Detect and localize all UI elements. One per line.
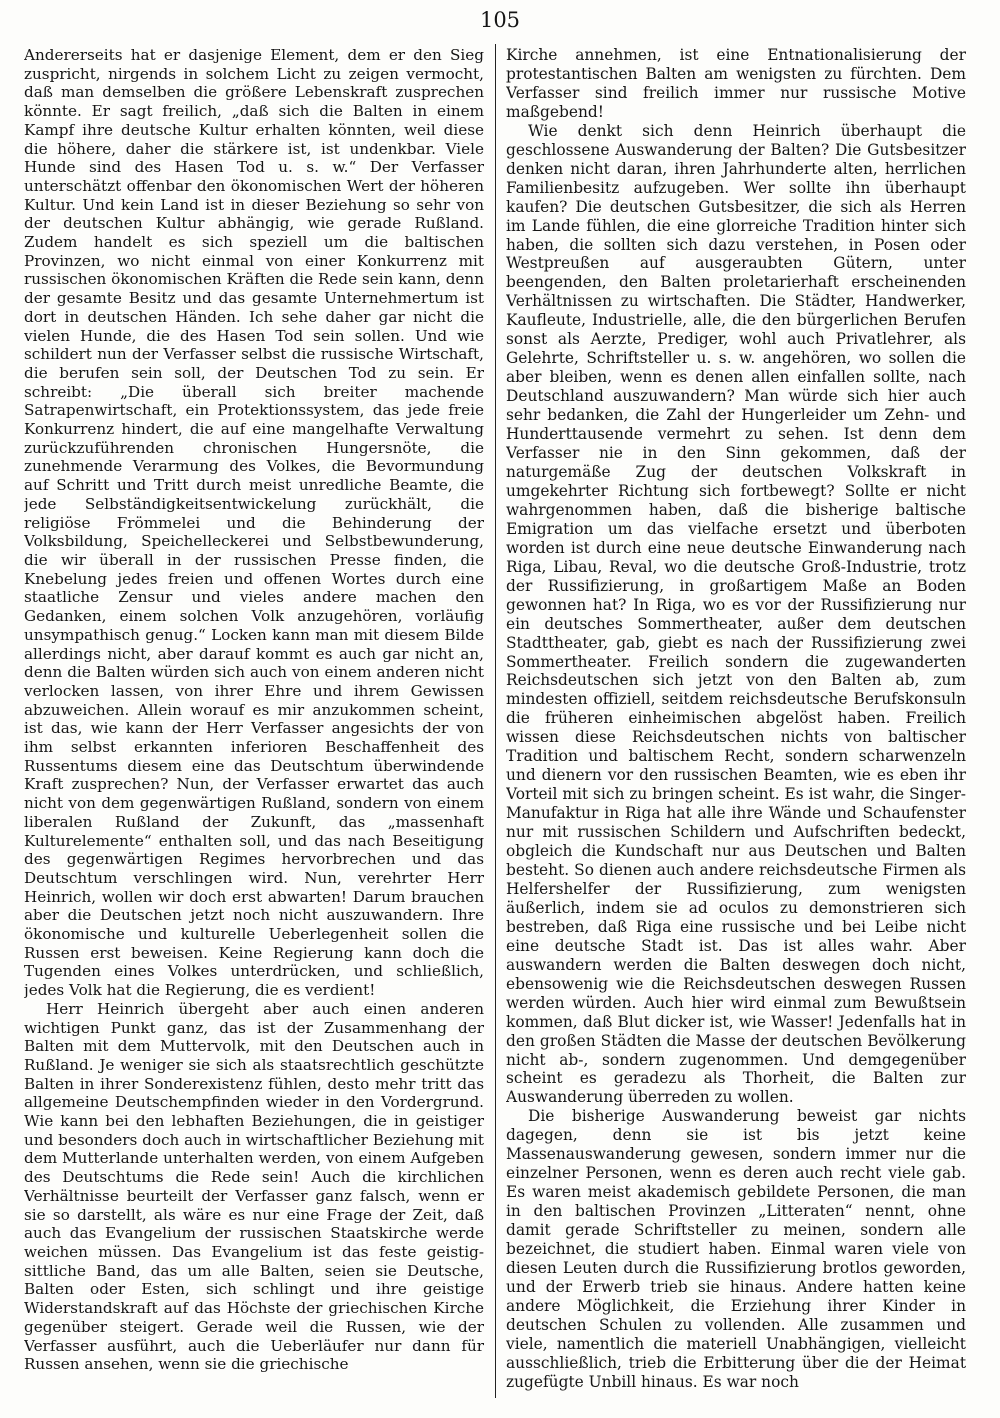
paragraph: Kirche annehmen, ist eine Entnationalisierung der protestantischen Balten am wenigsten zu fürchten. Dem Verfasser sind freilich immer nur russische Motive maßgebend! — [506, 46, 966, 121]
paragraph: Die bisherige Auswanderung beweist gar nichts dagegen, denn sie ist bis jetzt keine Massenauswanderung gewesen, sondern immer nur die einzelner Personen, wenn es deren auch recht viele gab. Es waren meist akademisch gebildete Personen, die man in den baltischen Provinzen „Litteraten“ nennt, ohne damit gerade Schriftsteller zu meinen, sondern alle bezeichnet, die studiert haben. Einmal waren viele von diesen Leuten durch die Russifizierung brotlos geworden, und der Erwerb trieb sie hinaus. Andere hatten keine andere Möglichkeit, die Erziehung ihrer Kinder in deutschen Schulen zu vollenden. Alle zusammen und viele, namentlich die materiell Unabhängigen, vielleicht ausschließlich, trieb die Erbitterung über die der Heimat zugefügte Unbill hinaus. Es war noch — [506, 1107, 966, 1391]
paragraph: Wie denkt sich denn Heinrich überhaupt die geschlossene Auswanderung der Balten? Die Gutsbesitzer denken nicht daran, ihren Jahrhunderte alten, herrlichen Familienbesitz aufzugeben. Wer sollte ihn überhaupt kaufen? Die deutschen Gutsbesitzer, die sich als Herren im Lande fühlen, die eine glorreiche Tradition hinter sich haben, die sollten sich dazu verstehen, in Posen oder Westpreußen auf ausgeraubten Gütern, unter beengenden, den Balten proletarierhaft erscheinenden Verhältnissen zu wirtschaften. Die Städter, Handwerker, Kaufleute, Industrielle, alle, die den bürgerlichen Berufen sonst als Aerzte, Prediger, wohl auch Privatlehrer, als Gelehrte, Schriftsteller u. s. w. angehören, wo sollen die aber bleiben, wenn es denen allen einfallen sollte, nach Deutschland auszuwandern? Man würde sich hier auch sehr bedanken, die Zahl der Hungerleider um Zehn- und Hunderttausende vermehrt zu sehen. Ist denn dem Verfasser nie in den Sinn gekommen, daß der naturgemäße Zug der deutschen Volkskraft in umgekehrter Richtung sich fortbewegt? Sollte er nicht wahrgenommen haben, daß die bisherige baltische Emigration um das vielfache ersetzt und überboten worden ist durch eine neue deutsche Einwanderung nach Riga, Libau, Reval, wo die deutsche Groß-Industrie, trotz der Russifizierung, in großartigem Maße an Boden gewonnen hat? In Riga, wo es vor der Russifizierung nur ein deutsches Sommertheater, außer dem deutschen Stadttheater, gab, giebt es nach der Russifizierung zwei Sommertheater. Freilich sondern die zugewanderten Reichsdeutschen sich jetzt von den Balten ab, zum mindesten offiziell, seitdem reichsdeutsche Berufskonsuln die früheren einheimischen abgelöst haben. Freilich wissen diese Reichsdeutschen nichts von baltischer Tradition und baltischem Recht, sondern scharwenzeln und dienern vor den russischen Beamten, wie es eben ihr Vorteil mit sich zu bringen scheint. Es ist wahr, die Singer-Manufaktur in Riga hat alle ihre Wände und Schaufenster nur mit russischen Schildern und Aufschriften bedeckt, obgleich die Kundschaft nur aus Deutschen und Balten besteht. So dienen auch andere reichsdeutsche Firmen als Helfershelfer der Russifizierung, zum wenigsten äußerlich, indem sie ad oculos zu demonstrieren sich bestreben, daß Riga eine russische und bei Leibe nicht eine deutsche Stadt ist. Das ist alles wahr. Aber auswandern werden die Balten deswegen doch nicht, ebensowenig wie die Reichsdeutschen deswegen Russen werden würden. Auch hier wird einmal zum Bewußtsein kommen, daß Blut dicker ist, wie Wasser! Jedenfalls hat in den großen Städten die Masse der deutschen Bevölkerung nicht ab-, sondern zugenommen. Und demgegenüber scheint es geradezu als Thorheit, die Balten zur Auswanderung überreden zu wollen. — [506, 121, 966, 1107]
paragraph: Herr Heinrich übergeht aber auch einen anderen wichtigen Punkt ganz, das ist der Zusammenhang der Balten mit dem Muttervolk, mit den Deutschen auch in Rußland. Je weniger sie sich als staatsrechtlich geschützte Balten in ihrer Sonderexistenz fühlen, desto mehr tritt das allgemeine Deutschempfinden wieder in den Vordergrund. Wie kann bei den lebhaften Beziehungen, die in geistiger und besonders doch auch in wirtschaftlicher Beziehung mit dem Mutterlande unterhalten werden, von einem Aufgeben des Deutschtums die Rede sein! Auch die kirchlichen Verhältnisse beurteilt der Verfasser ganz falsch, wenn er sie so darstellt, als wäre es nur eine Frage der Zeit, daß auch das Evangelium der russischen Staatskirche werde weichen müssen. Das Evangelium ist das feste geistig-sittliche Band, das um alle Balten, seien sie Deutsche, Balten oder Esten, sich schlingt und ihre geistige Widerstandskraft auf das Höchste der griechischen Kirche gegenüber steigert. Gerade weil die Russen, wie der Verfasser ausführt, auch die Ueberläufer nur dann für Russen ansehen, wenn sie die griechische — [24, 999, 484, 1374]
paragraph: Andererseits hat er dasjenige Element, dem er den Sieg zuspricht, nirgends in solchem Licht zu zeigen vermocht, daß man demselben die größere Lebenskraft zusprechen könnte. Er sagt freilich, „daß sich die Balten in einem Kampf ihre deutsche Kultur erhalten könnten, weil diese die höhere, daher die stärkere ist, ist undenkbar. Viele Hunde sind des Hasen Tod u. s. w.“ Der Verfasser unterschätzt offenbar den ökonomischen Wert der höheren Kultur. Und kein Land ist in dieser Beziehung so sehr von der deutschen Kultur abhängig, wie gerade Rußland. Zudem handelt es sich speziell um die baltischen Provinzen, wo nicht einmal von einer Konkurrenz mit russischen ökonomischen Kräften die Rede sein kann, denn der gesamte Besitz und das gesamte Unternehmertum ist dort in deutschen Händen. Ich sehe daher gar nicht die vielen Hunde, die des Hasen Tod sein sollen. Und wie schildert nun der Verfasser selbst die russische Wirtschaft, die berufen sein soll, der Deutschen Tod zu sein. Er schreibt: „Die überall sich breiter machende Satrapenwirtschaft, ein Protektionssystem, das jede freie Konkurrenz hindert, die auf eine mangelhafte Verwaltung zurückzuführenden chronischen Hungersnöte, die zunehmende Verarmung des Volkes, die Bevormundung auf Schritt und Tritt durch meist unredliche Beamte, die jede Selbständigkeitsentwickelung zurückhält, die religiöse Frömmelei und die Behinderung der Volksbildung, Speichelleckerei und Selbstbewunderung, die wir überall in der russischen Presse finden, die Knebelung jedes freien und offenen Wortes durch eine staatliche Zensur und vieles andere machen den Gedanken, einem solchen Volk anzugehören, vorläufig unsympathisch genug.“ Locken kann man mit diesem Bilde allerdings nicht, aber darauf kommt es auch gar nicht an, denn die Balten würden sich auch von einem anderen nicht verlocken lassen, von ihrer Ehre und ihrem Gewissen abzuweichen. Allein worauf es mir anzukommen scheint, ist das, wie kann der Herr Verfasser angesichts der von ihm selbst erkannten inferioren Beschaffenheit des Russentums diesem eine das Deutschtum überwindende Kraft zusprechen? Nun, der Verfasser erwartet das auch nicht von dem gegenwärtigen Rußland, sondern von einem liberalen Rußland der Zukunft, das „massenhaft Kulturelemente“ enthalten soll, und das nach Beseitigung des gegenwärtigen Regimes hervorbrechen und das Deutschtum verschlingen wird. Nun, verehrter Herr Heinrich, wollen wir doch erst abwarten! Darum brauchen aber die Deutschen jetzt noch nicht auszuwandern. Ihre ökonomische und kulturelle Ueberlegenheit sollen die Russen erst beweisen. Keine Regierung kann doch die Tugenden eines Volkes unterdrücken, und schließlich, jedes Volk hat die Regierung, die es verdient! — [24, 46, 484, 1000]
right-column — [506, 46, 966, 1398]
page-number: 105 — [479, 8, 521, 32]
left-column — [24, 46, 484, 1398]
column-divider — [495, 44, 496, 1398]
